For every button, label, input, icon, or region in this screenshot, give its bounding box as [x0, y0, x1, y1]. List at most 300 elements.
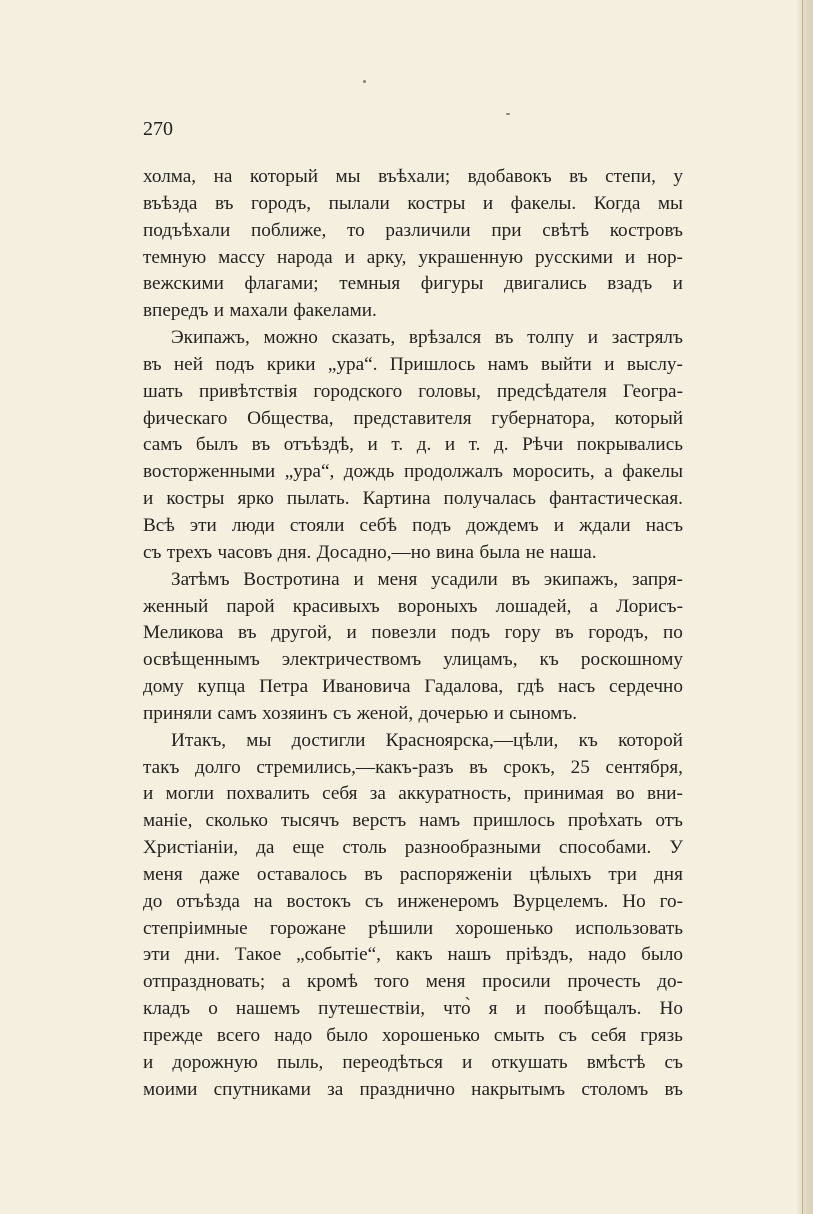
word: Когда: [593, 192, 641, 214]
word: самъ: [143, 434, 183, 456]
word: дочерью: [418, 702, 489, 724]
word: „ура“.: [327, 353, 378, 375]
word: шать: [143, 380, 183, 402]
word: восторженными: [143, 461, 276, 483]
word: принимая: [523, 783, 604, 805]
word: трехъ: [166, 541, 213, 563]
word: въ: [555, 622, 574, 644]
word: проѣхать: [567, 810, 643, 832]
word: не: [525, 541, 545, 563]
text-line: [143, 647, 683, 674]
word: поближе,: [250, 219, 327, 241]
word: Рѣчи: [522, 434, 564, 456]
word: кладъ: [143, 998, 191, 1020]
word: въѣзда: [143, 192, 198, 214]
word: во: [616, 783, 635, 805]
word: откушать: [491, 1051, 568, 1073]
word: пріѣздъ,: [505, 944, 574, 966]
word: у: [673, 166, 683, 187]
word: Востротина: [243, 568, 340, 590]
word: распоряженіи: [399, 863, 513, 885]
word: а: [604, 461, 613, 483]
word: по: [663, 622, 683, 644]
word: отъ: [655, 810, 683, 832]
word: Гадалова,: [424, 676, 504, 698]
word: хозяинъ: [262, 702, 328, 724]
word: факелы.: [510, 192, 577, 214]
word: дорожную: [172, 1051, 258, 1073]
word: вина: [435, 541, 475, 563]
text-line: [143, 996, 683, 1023]
word: флагами;: [244, 273, 319, 295]
text-line: [143, 942, 683, 969]
word: сентября,: [605, 756, 683, 778]
word: въ: [469, 756, 488, 778]
word: впередъ: [143, 300, 209, 322]
word: горожане: [269, 917, 347, 939]
word: освѣщеннымъ: [143, 649, 260, 671]
word: повезли: [371, 622, 437, 644]
word: губернатора,: [491, 407, 596, 429]
word: Но: [622, 890, 646, 912]
word: отъѣзда: [176, 890, 240, 912]
word: за: [369, 783, 386, 805]
word: другой,: [271, 622, 332, 644]
word: могли: [165, 783, 215, 805]
word: и: [587, 327, 599, 349]
word: и: [604, 353, 615, 375]
word: и: [344, 246, 355, 268]
word: была: [479, 541, 521, 563]
word: ждали: [579, 514, 631, 536]
word: толпу: [527, 327, 575, 349]
word: люди: [231, 514, 275, 536]
word: намъ: [487, 353, 529, 375]
word: накрытымъ: [471, 1078, 566, 1100]
word: сколько: [205, 810, 268, 832]
text-line: [143, 594, 683, 621]
text-line: [143, 271, 683, 298]
text-line: [143, 969, 683, 996]
word: можно: [263, 327, 318, 349]
word: и: [553, 514, 565, 536]
word: за: [327, 1078, 344, 1100]
word: хорошенько: [381, 1025, 480, 1046]
text-line: [143, 379, 683, 406]
word: вмѣстѣ: [586, 1051, 646, 1073]
word: го-: [659, 890, 683, 912]
word: наша.: [549, 541, 597, 563]
text-line: [143, 1023, 683, 1050]
word: намъ: [419, 810, 461, 832]
word: Общества,: [247, 407, 334, 429]
word: столь: [342, 837, 387, 859]
word: подъ: [412, 514, 452, 536]
word: дому: [143, 676, 184, 698]
text-line: [143, 352, 683, 379]
word: сказать,: [331, 327, 396, 349]
word: и: [346, 622, 357, 644]
word: городъ,: [588, 622, 649, 644]
word: маніе,: [143, 810, 193, 832]
word: столомъ: [581, 1078, 649, 1100]
word: такъ: [143, 756, 180, 778]
word: въ: [143, 353, 162, 375]
word: костры: [407, 192, 466, 214]
word: предсѣдателя: [496, 380, 607, 402]
word: грязь: [640, 1025, 683, 1046]
word: пришлось: [473, 810, 555, 832]
word: темныя: [339, 273, 401, 295]
word: крики: [266, 353, 316, 375]
word: инженеромъ: [397, 890, 499, 912]
page-number: 270: [143, 118, 173, 140]
word: верстъ: [352, 810, 407, 832]
word: сыномъ.: [509, 702, 578, 724]
word: прежде: [143, 1025, 203, 1046]
text-line: [143, 567, 683, 594]
word: достигли: [291, 729, 366, 751]
word: Экипажъ,: [171, 327, 250, 349]
word: „событіе“,: [296, 944, 381, 966]
word: подъѣхали: [143, 219, 231, 241]
word: отъѣздѣ,: [283, 434, 354, 456]
word: женой,: [356, 702, 414, 724]
word: и: [672, 273, 683, 295]
word: съ: [664, 1051, 683, 1073]
word: до: [143, 890, 163, 912]
word: Но: [659, 998, 683, 1020]
word: и: [624, 246, 636, 268]
word: различили: [385, 219, 471, 241]
word: разнообразными: [404, 837, 541, 859]
word: купца: [197, 676, 246, 698]
word: въ: [569, 166, 588, 187]
word: въ: [511, 568, 531, 590]
word: о: [208, 998, 218, 1020]
text-line: [143, 808, 683, 835]
word: часовъ: [217, 541, 273, 563]
word: гору: [504, 622, 541, 644]
word: махали: [229, 300, 288, 322]
word: факелами.: [293, 300, 377, 322]
word: женный: [143, 595, 209, 617]
word: было: [326, 1025, 369, 1046]
word: Ивановича: [321, 676, 411, 698]
word: то: [346, 219, 365, 241]
word: народа: [276, 246, 333, 268]
text-line: [143, 325, 683, 352]
word: съ: [143, 541, 162, 563]
word: вороныхъ: [397, 595, 478, 617]
word: выслу-: [626, 353, 683, 375]
word: Лорисъ-: [616, 595, 683, 617]
word: путешествіи,: [318, 998, 426, 1020]
word: вни-: [646, 783, 683, 805]
word: представителя: [353, 407, 472, 429]
word: Меликова: [143, 622, 224, 644]
word: празднично: [359, 1078, 455, 1100]
word: и: [143, 1051, 154, 1073]
word: я: [488, 998, 498, 1020]
word: арку,: [366, 246, 407, 268]
word: Всѣ: [143, 514, 175, 536]
word: парой: [226, 595, 275, 617]
word: и: [367, 434, 378, 456]
word: надо: [588, 944, 627, 966]
text-line: [143, 781, 683, 808]
word: Такое: [234, 944, 282, 966]
word: всего: [216, 1025, 261, 1046]
word: нашемъ: [235, 998, 301, 1020]
word: на: [213, 166, 233, 187]
word: эти: [189, 514, 217, 536]
word: и: [493, 702, 504, 724]
word: хорошенько: [455, 917, 554, 939]
word: выйти: [540, 353, 592, 375]
word: и: [143, 783, 154, 805]
text-line: [143, 432, 683, 459]
word: долго: [195, 756, 241, 778]
word: и: [515, 998, 526, 1020]
word: аккуратность,: [398, 783, 512, 805]
word: пообѣщалъ.: [544, 998, 642, 1020]
word: т.: [391, 434, 404, 456]
word: и: [444, 434, 456, 456]
word: до-: [657, 971, 683, 993]
word: Пришлось: [389, 353, 476, 375]
word: былъ: [195, 434, 239, 456]
word: костры: [166, 488, 225, 510]
word: получалась: [443, 488, 537, 510]
word: да: [256, 837, 275, 859]
word: что̀: [443, 998, 471, 1020]
word: сердечно: [609, 676, 683, 698]
word: въ: [664, 1078, 683, 1100]
word: степи,: [605, 166, 656, 187]
word: срокъ,: [503, 756, 556, 778]
word: способами.: [558, 837, 652, 859]
word: меня: [377, 568, 418, 590]
word: „ура“,: [284, 461, 335, 483]
text-line: [143, 298, 683, 325]
word: красивыхъ: [292, 595, 380, 617]
word: украшенную: [418, 246, 524, 268]
word: нашъ: [447, 944, 492, 966]
text-line: [143, 164, 683, 191]
word: эти: [143, 944, 170, 966]
word: двигались: [503, 273, 587, 295]
word: стояли: [289, 514, 345, 536]
word: себѣ: [359, 514, 397, 536]
text-line: [143, 486, 683, 513]
speck: [506, 113, 510, 115]
word: спутниками: [213, 1078, 311, 1100]
word: а: [589, 595, 599, 617]
word: въ: [238, 622, 257, 644]
word: цѣлыхъ: [529, 863, 592, 885]
word: кромѣ: [307, 971, 358, 993]
word: русскими: [535, 246, 613, 268]
word: дня: [654, 863, 683, 885]
word: самъ: [217, 702, 257, 724]
text-line: [143, 916, 683, 943]
word: городского: [313, 380, 403, 402]
word: и: [462, 1051, 473, 1073]
page-edge: [797, 0, 813, 1214]
word: городъ,: [250, 192, 312, 214]
text-line: [143, 755, 683, 782]
word: въ: [214, 192, 234, 214]
word: похвалить: [226, 783, 310, 805]
text-line: [143, 862, 683, 889]
word: прочесть: [567, 971, 641, 993]
word: моими: [143, 1078, 198, 1100]
word: моросить,: [512, 461, 595, 483]
word: было: [641, 944, 683, 966]
word: подъ: [451, 622, 491, 644]
word: мы: [335, 166, 361, 187]
text-line: [143, 218, 683, 245]
word: Картина: [362, 488, 431, 510]
word: 25: [570, 756, 590, 778]
text-line: [143, 835, 683, 862]
text-line: [143, 1050, 683, 1077]
word: меня: [425, 971, 466, 993]
word: пылать.: [286, 488, 350, 510]
text-line: [143, 513, 683, 540]
word: свѣтѣ: [542, 219, 590, 241]
word: дни.: [184, 944, 220, 966]
word: а: [281, 971, 291, 993]
word: тысячъ: [281, 810, 340, 832]
word: массу: [218, 246, 266, 268]
word: Итакъ,: [171, 729, 227, 751]
word: роскошному: [580, 649, 683, 671]
word: пылали: [328, 192, 390, 214]
word: дождь: [343, 461, 395, 483]
word: три: [608, 863, 637, 885]
text-line: [143, 191, 683, 218]
word: просили: [482, 971, 551, 993]
word: востокъ: [286, 890, 351, 912]
text-line: [143, 459, 683, 486]
word: смыть: [493, 1025, 545, 1046]
word: стремились,—какъ-разъ: [256, 756, 454, 778]
word: гдѣ: [517, 676, 545, 698]
word: Затѣмъ: [171, 568, 230, 590]
word: степріимные: [143, 917, 248, 939]
word: насъ: [557, 676, 596, 698]
word: при: [491, 219, 522, 241]
word: того: [374, 971, 410, 993]
word: вдобавокъ: [467, 166, 552, 187]
word: къ: [539, 649, 559, 671]
word: въ: [364, 863, 383, 885]
speck: [363, 80, 366, 83]
word: себя: [322, 783, 358, 805]
word: еще: [292, 837, 325, 859]
text-line: [143, 540, 683, 567]
word: электричествомъ: [281, 649, 422, 671]
word: темную: [143, 246, 207, 268]
word: улицамъ,: [443, 649, 518, 671]
word: пыль,: [276, 1051, 324, 1073]
word: застрялъ: [611, 327, 683, 349]
word: которой: [618, 729, 683, 751]
word: съ: [332, 702, 352, 724]
word: Петра: [259, 676, 309, 698]
word: къ: [578, 729, 598, 751]
word: покрывались: [576, 434, 683, 456]
word: и: [213, 300, 225, 322]
word: экипажъ,: [543, 568, 619, 590]
text-line: [143, 728, 683, 755]
word: переодѣться: [342, 1051, 443, 1073]
word: съ: [558, 1025, 577, 1046]
word: который: [614, 407, 683, 429]
text-line: [143, 620, 683, 647]
word: использовать: [575, 917, 683, 939]
word: врѣзался: [408, 327, 482, 349]
word: ярко: [237, 488, 274, 510]
word: отпраздновать;: [143, 971, 266, 993]
word: нор-: [647, 246, 683, 268]
word: въ: [251, 434, 271, 456]
word: мы: [657, 192, 683, 214]
word: который: [249, 166, 319, 187]
word: фическаго: [143, 407, 228, 429]
text-line: [143, 674, 683, 701]
word: и: [353, 568, 364, 590]
word: вежскими: [143, 273, 224, 295]
word: приняли: [143, 702, 213, 724]
word: меня: [143, 863, 183, 885]
word: рѣшили: [368, 917, 434, 939]
word: фигуры: [420, 273, 484, 295]
word: дождемъ: [466, 514, 539, 536]
word: Геогра-: [622, 380, 683, 402]
word: подъ: [215, 353, 255, 375]
body-text: [143, 164, 683, 1104]
word: продолжалъ: [403, 461, 503, 483]
word: насъ: [645, 514, 683, 536]
text-line: [143, 1077, 683, 1104]
word: даже: [199, 863, 240, 885]
word: въѣхали;: [378, 166, 451, 187]
word: съ: [364, 890, 384, 912]
text-line: [143, 406, 683, 433]
word: д.: [416, 434, 432, 456]
text-line: [143, 701, 683, 728]
word: факелы: [622, 461, 683, 483]
word: оставалось: [256, 863, 348, 885]
text-line: [143, 245, 683, 272]
word: т.: [468, 434, 481, 456]
word: лошадей,: [495, 595, 572, 617]
word: усадили: [431, 568, 498, 590]
word: Христіаніи,: [143, 837, 239, 859]
word: привѣтствія: [198, 380, 298, 402]
word: головы,: [418, 380, 481, 402]
word: какъ: [395, 944, 433, 966]
word: и: [482, 192, 494, 214]
word: Вурцелемъ.: [512, 890, 609, 912]
word: запря-: [632, 568, 683, 590]
word: Досадно,—но: [316, 541, 431, 563]
word: ней: [173, 353, 203, 375]
word: холма,: [143, 166, 197, 187]
